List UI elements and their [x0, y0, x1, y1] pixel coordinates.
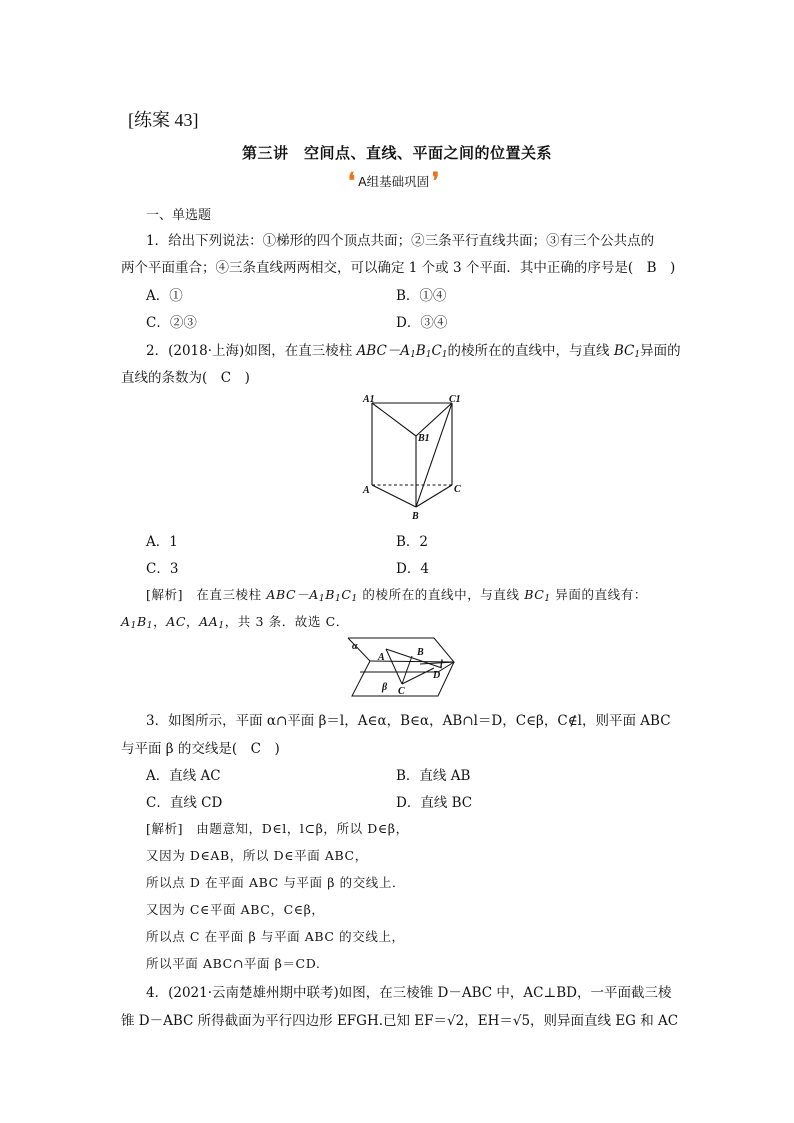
- q3-solution-line-6: 所以平面 ABC∩平面 β＝CD.: [146, 956, 321, 971]
- q4-line-2: 锥 D－ABC 所得截面为平行四边形 EFGH.已知 EF＝√2，EH＝√5，则异面直线 EG 和 AC: [121, 1013, 679, 1029]
- label-b1: B1: [418, 433, 430, 444]
- edge-a1b1: $A_1B_1$: [121, 614, 154, 631]
- q1-option-c: C．②③: [146, 315, 197, 331]
- q3-option-c: C．直线 CD: [146, 795, 223, 811]
- line-bc1: $BC_1$: [613, 343, 641, 360]
- q1-option-d: D．③④: [396, 315, 448, 331]
- q2-solution-line-1: [解析] 在直三棱柱 $ABC-A_1B_1C_1$ 的棱所在的直线中，与直线 $BC_1$ 异面的直线有：: [146, 587, 647, 604]
- close-quote-icon: ❜: [432, 168, 440, 194]
- exercise-tag: [练案 43]: [128, 110, 199, 130]
- q1-line-2: 两个平面重合；④三条直线两两相交，可以确定 1 个或 3 个平面．其中正确的序号是( B ): [121, 260, 676, 276]
- q1-option-b: B．①④: [396, 288, 447, 304]
- group-banner-label: A组基础巩固: [358, 174, 430, 189]
- label-b-point: B: [417, 647, 424, 658]
- label-d-point: D: [433, 670, 441, 681]
- q4-line-1: 4．(2021·云南楚雄州期中联考)如图，在三棱锥 D－ABC 中，AC⊥BD，一平面截三棱: [146, 985, 672, 1001]
- q3-solution-line-3: 所以点 D 在平面 ABC 与平面 β 的交线上．: [146, 875, 406, 890]
- q3-option-b: B．直线 AB: [396, 768, 471, 784]
- label-beta: β: [382, 682, 388, 693]
- edge-aa1: $AA_1$: [199, 614, 225, 631]
- label-l: l: [440, 659, 443, 670]
- label-a-point: A: [378, 652, 385, 663]
- q3-solution-line-2: 又因为 D∈AB，所以 D∈平面 ABC，: [146, 848, 368, 863]
- q1-line-1: 1．给出下列说法：①梯形的四个顶点共面；②三条平行直线共面；③有三个公共点的: [146, 233, 655, 249]
- prism-name: $ABC-A_1B_1C_1$: [356, 343, 448, 360]
- label-a: A: [363, 485, 370, 496]
- q2-line-2: 直线的条数为( C ): [121, 370, 250, 386]
- q3-option-d: D．直线 BC: [396, 795, 473, 811]
- q1-option-a: A．①: [146, 288, 183, 304]
- prism-name-solution: $ABC-A_1B_1C_1$: [266, 587, 358, 604]
- q3-solution-line-1: [解析] 由题意知，D∈l，l⊂β，所以 D∈β，: [146, 821, 409, 836]
- q2-end: 异面的: [640, 343, 681, 359]
- q2-option-c: C．3: [146, 561, 179, 577]
- label-c-point: C: [398, 686, 405, 697]
- planes-figure: [338, 634, 462, 700]
- q3-option-a: A．直线 AC: [146, 768, 221, 784]
- q3-line-2: 与平面 β 的交线是( C ): [121, 741, 280, 757]
- label-c: C: [454, 484, 461, 495]
- q2-option-a: A．1: [146, 534, 178, 550]
- line-bc1-solution: $BC_1$: [524, 587, 551, 604]
- page-title: 第三讲 空间点、直线、平面之间的位置关系: [241, 144, 552, 162]
- q3-solution-line-5: 所以点 C 在平面 β 与平面 ABC 的交线上，: [146, 929, 405, 944]
- section-heading: 一、单选题: [146, 208, 212, 223]
- q2-solution-line-2: $A_1B_1$，AC，$AA_1$，共 3 条．故选 C．: [121, 614, 349, 631]
- label-b: B: [412, 511, 419, 522]
- q2-option-b: B．2: [396, 534, 429, 550]
- group-banner: [348, 170, 439, 192]
- q2-intro: 2．(2018·上海)如图，在直三棱柱: [146, 343, 357, 359]
- q2-option-d: D．4: [396, 561, 429, 577]
- label-a1: A1: [363, 394, 375, 405]
- edge-ac: AC: [166, 614, 186, 629]
- q3-solution-line-4: 又因为 C∈平面 ABC，C∈β，: [146, 902, 325, 917]
- prism-figure: [358, 392, 470, 522]
- label-alpha: α: [352, 641, 358, 652]
- label-c1: C1: [449, 394, 461, 405]
- q2-middle: 的棱所在的直线中，与直线: [447, 343, 614, 359]
- q3-line-1: 3．如图所示，平面 α∩平面 β＝l，A∈α，B∈α，AB∩l＝D，C∈β，C∉l，则平面 ABC: [146, 713, 671, 729]
- open-quote-icon: ❛: [348, 168, 356, 194]
- q2-line-1: [146, 339, 681, 360]
